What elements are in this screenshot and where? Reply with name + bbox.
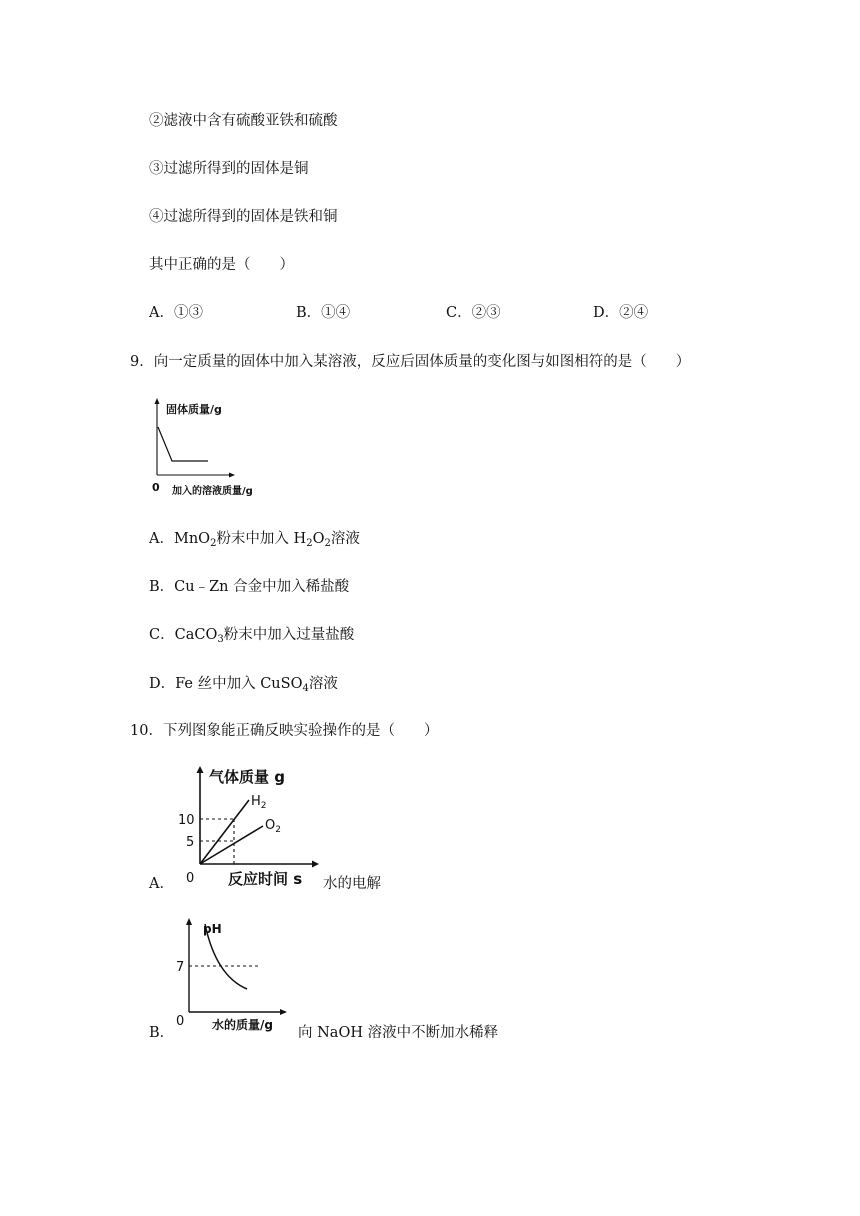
q9-x-arrow bbox=[229, 473, 235, 478]
q8-option-a-letter: A． bbox=[149, 305, 174, 321]
q9-option-a-sub1: 2 bbox=[210, 538, 217, 549]
q8-prompt: 其中正确的是（ ） bbox=[149, 257, 294, 273]
q8-option-d-text: ②④ bbox=[619, 305, 649, 321]
q9-option-a-letter: A． bbox=[149, 531, 174, 547]
q10a-ylabel: 气体质量 g bbox=[209, 768, 285, 786]
q8-option-a-text: ①③ bbox=[173, 305, 203, 321]
q9-option-c bbox=[149, 625, 354, 645]
q8-option-c-text: ②③ bbox=[471, 305, 501, 321]
q8-statement-2: ②滤液中含有硫酸亚铁和硫酸 bbox=[149, 113, 338, 129]
q10a-h2-symbol: H bbox=[251, 794, 261, 809]
q8-option-b-letter: B． bbox=[296, 305, 322, 321]
q9-xlabel: 加入的溶液质量/g bbox=[172, 486, 253, 497]
q8-option-d-letter: D． bbox=[593, 305, 620, 321]
q10a-o2-label bbox=[265, 818, 281, 835]
q9-option-b bbox=[149, 577, 349, 597]
q10-option-b-letter: B． bbox=[149, 1025, 175, 1041]
q8-option-c bbox=[446, 303, 501, 323]
q10b-y-arrow bbox=[186, 918, 192, 925]
q9-stem: 9．向一定质量的固体中加入某溶液，反应后固体质量的变化图与如图相符的是（ ） bbox=[130, 354, 691, 370]
q10-option-a-letter: A． bbox=[149, 876, 174, 892]
q9-option-c-part2: 粉末中加入过量盐酸 bbox=[223, 627, 355, 643]
q9-option-a-part1: MnO bbox=[173, 531, 211, 547]
q10a-h2-line bbox=[200, 800, 249, 864]
q9-option-c-part1: CaCO bbox=[174, 627, 218, 643]
q9-option-c-sub1: 3 bbox=[217, 634, 224, 645]
q9-origin: 0 bbox=[152, 481, 160, 494]
q9-option-c-letter: C． bbox=[149, 627, 175, 643]
q9-option-a-part3: O bbox=[312, 531, 325, 547]
q10b-tick-7: 7 bbox=[176, 960, 185, 975]
q9-figure bbox=[146, 397, 286, 505]
q10a-h2-label bbox=[251, 794, 267, 811]
q9-option-d-part2: 溶液 bbox=[308, 676, 338, 692]
q10-stem: 10．下列图象能正确反映实验操作的是（ ） bbox=[130, 723, 439, 739]
q9-option-d-sub1: 4 bbox=[302, 683, 309, 694]
q9-ylabel: 固体质量/g bbox=[166, 403, 222, 416]
q10b-x-arrow bbox=[280, 1009, 287, 1015]
q8-option-c-letter: C． bbox=[446, 305, 472, 321]
q9-option-a-sub3: 2 bbox=[324, 538, 331, 549]
q10a-tick-10: 10 bbox=[178, 813, 195, 828]
q10a-o2-symbol: O bbox=[265, 818, 276, 833]
q9-curve bbox=[158, 427, 208, 461]
q9-option-b-text: Cu﹣Zn 合金中加入稀盐酸 bbox=[174, 579, 350, 595]
q8-option-b-text: ①④ bbox=[321, 305, 351, 321]
q9-y-arrow bbox=[155, 398, 160, 404]
q10a-y-arrow bbox=[197, 766, 204, 773]
q9-option-d-part1: Fe 丝中加入 CuSO bbox=[175, 676, 303, 692]
q8-option-a bbox=[149, 303, 203, 323]
q9-option-d bbox=[149, 674, 338, 694]
q9-option-d-letter: D． bbox=[149, 676, 176, 692]
q10b-origin: 0 bbox=[176, 1014, 185, 1029]
q9-option-a-sub2: 2 bbox=[306, 538, 313, 549]
q10a-figure bbox=[170, 762, 320, 892]
q9-option-a-part4: 溶液 bbox=[330, 531, 360, 547]
q10a-origin: 0 bbox=[186, 871, 195, 886]
q10-option-b-caption: 向 NaOH 溶液中不断加水稀释 bbox=[298, 1025, 499, 1041]
q10a-o2-line bbox=[200, 826, 263, 864]
q10b-figure bbox=[170, 912, 300, 1038]
q10a-o2-subscript: 2 bbox=[275, 825, 281, 835]
q10a-tick-5: 5 bbox=[186, 835, 195, 850]
q10a-xlabel: 反应时间 s bbox=[228, 870, 303, 888]
q8-statement-4: ④过滤所得到的固体是铁和铜 bbox=[149, 209, 338, 225]
q9-option-a bbox=[149, 529, 360, 549]
q9-option-b-letter: B． bbox=[149, 579, 175, 595]
q8-statement-3: ③过滤所得到的固体是铜 bbox=[149, 161, 309, 177]
q8-option-d bbox=[593, 303, 648, 323]
q10-option-a-caption: 水的电解 bbox=[323, 876, 381, 892]
q10a-h2-subscript: 2 bbox=[260, 801, 267, 811]
q10a-x-arrow bbox=[312, 861, 319, 868]
q9-option-a-part2: 粉末中加入 H bbox=[216, 531, 307, 547]
q10b-ylabel: pH bbox=[203, 922, 222, 936]
q8-option-b bbox=[296, 303, 350, 323]
q10b-xlabel: 水的质量/g bbox=[212, 1018, 273, 1032]
